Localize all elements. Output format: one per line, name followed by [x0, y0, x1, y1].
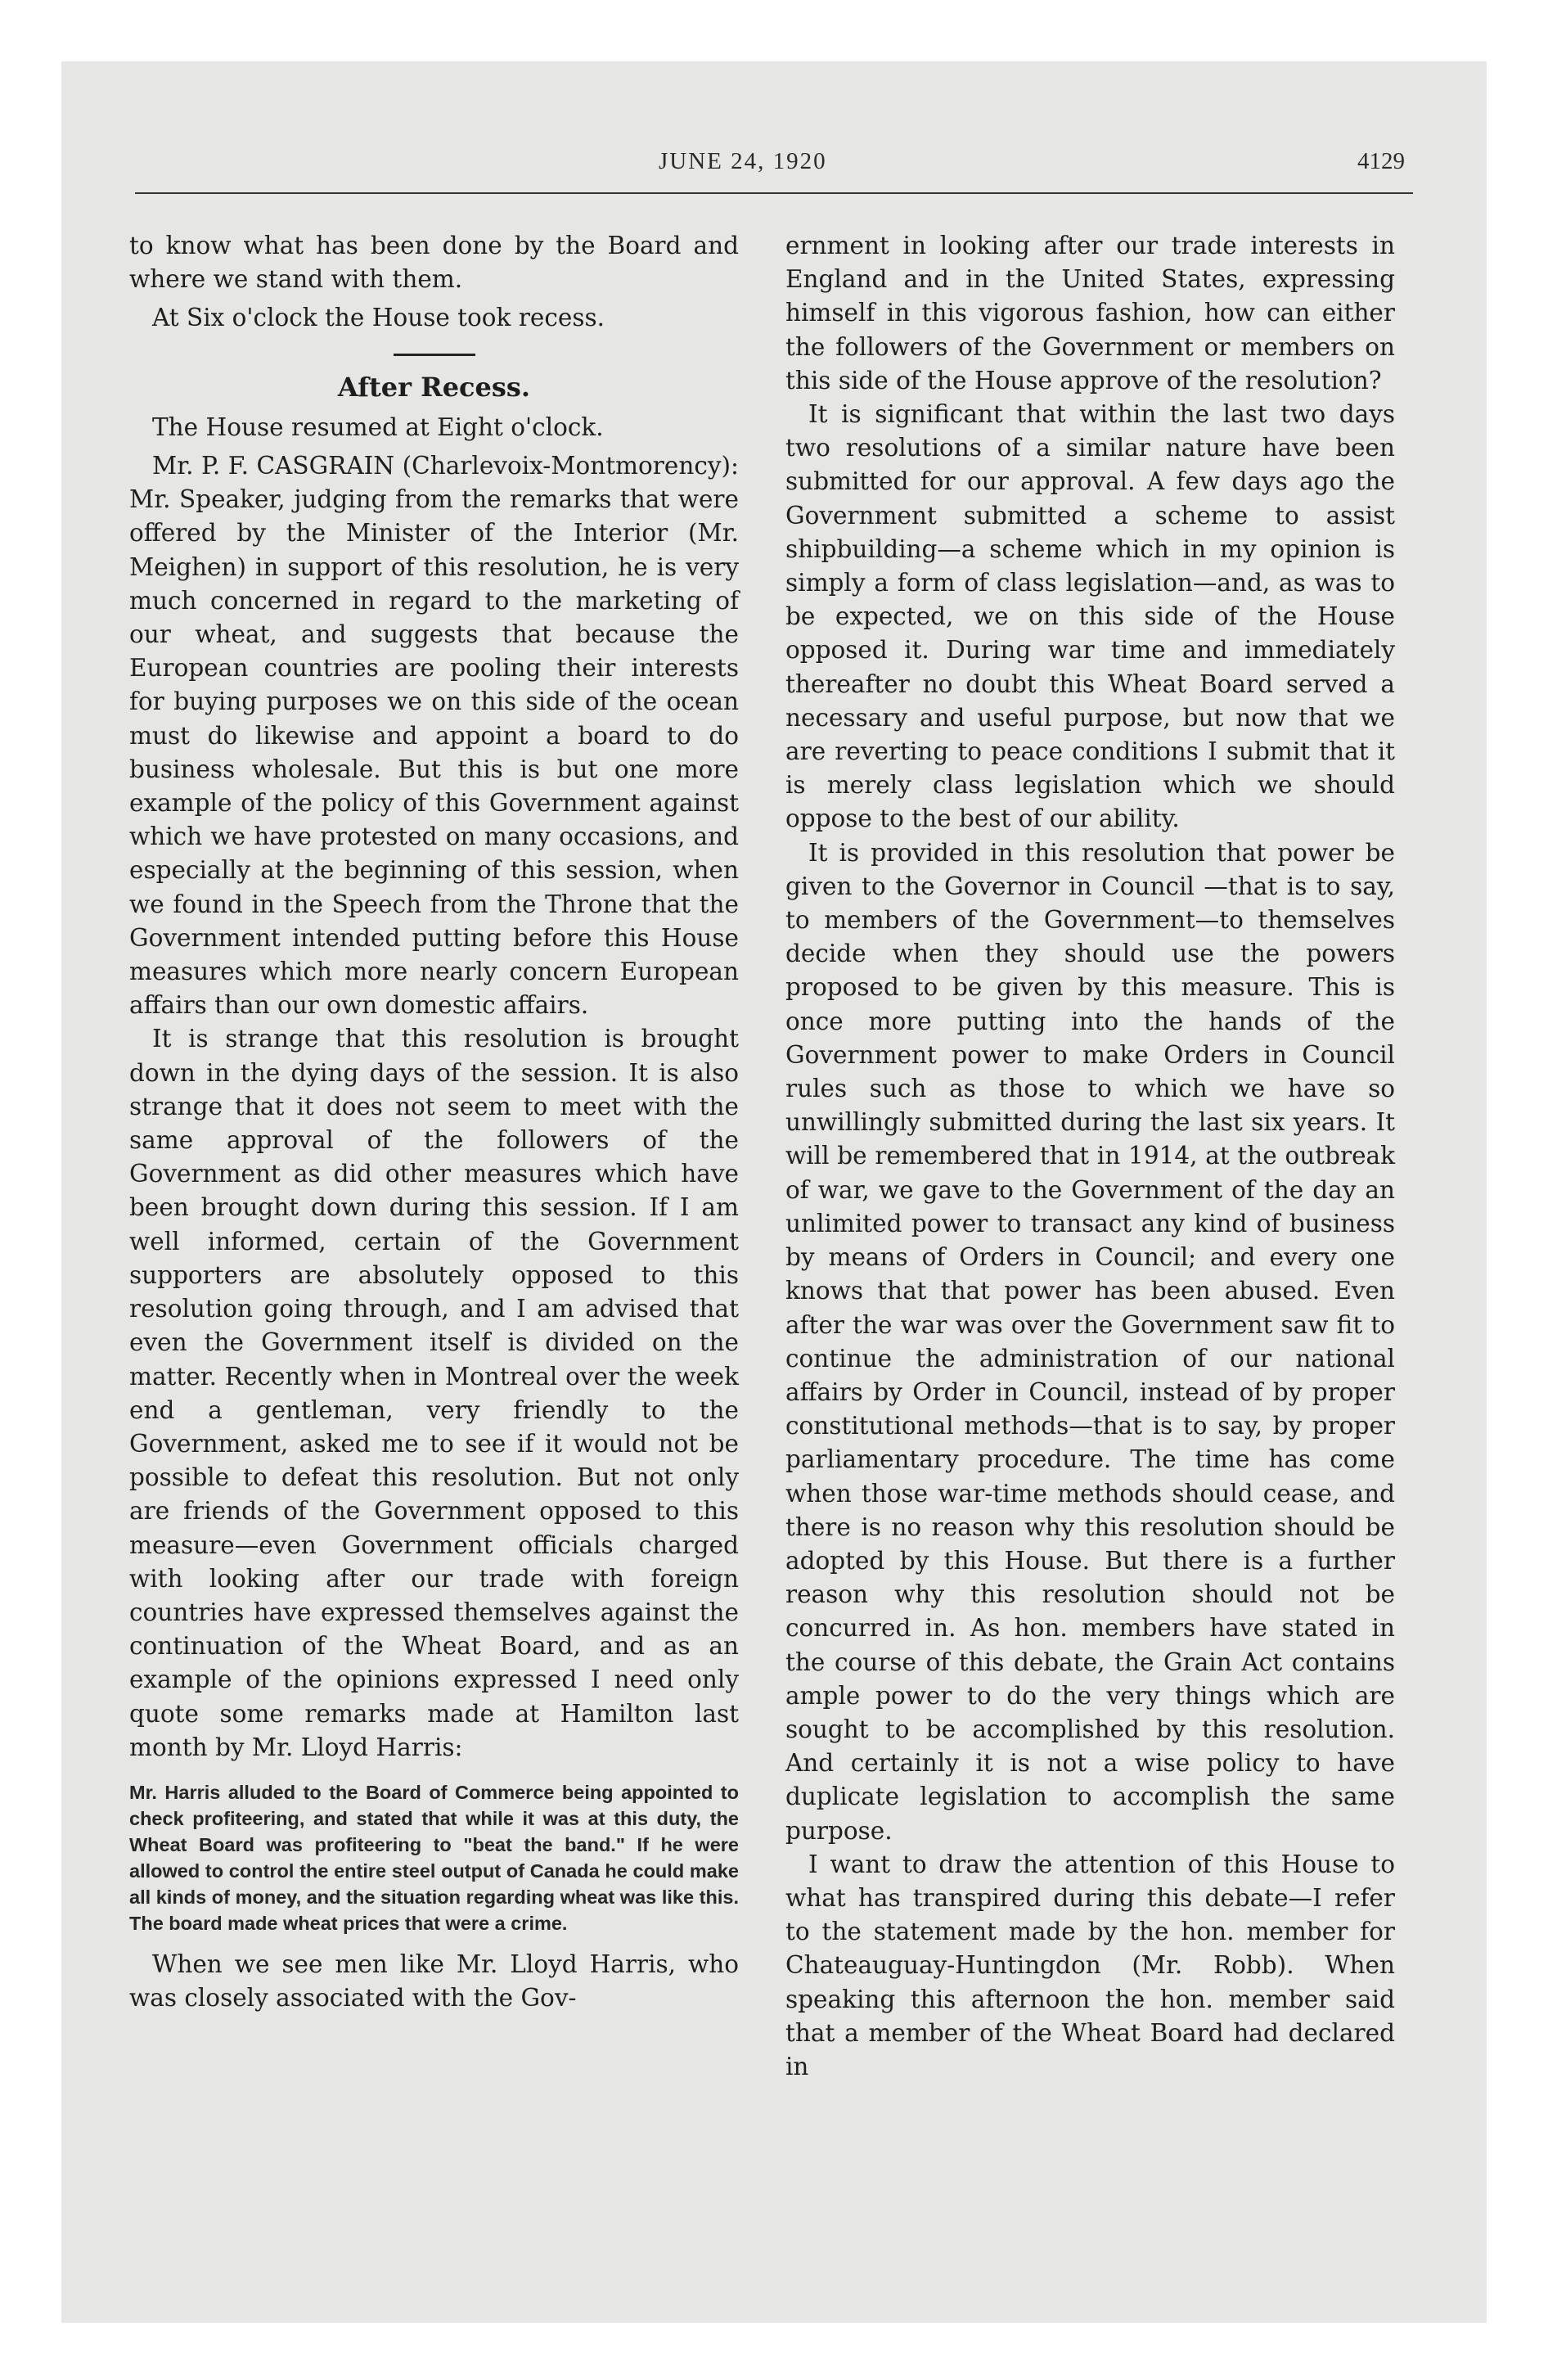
paragraph: It is significant that within the last two days two resolutions of a similar nature have been submitted for our approval. A few days ago the Government submitted a scheme to assist shipbuilding—a scheme which in my opinion is simply a form of class legislation—and, as was to be expected, we on this side of the House opposed it. During war time and immediately thereafter no doubt this Wheat Board served a necessary and useful purpose, but now that we are reverting to peace conditions I submit that it is merely class legislation which we should oppose to the best of our ability.	[785, 400, 1395, 833]
paragraph: It is provided in this resolution that power be given to the Governor in Council —that is to say, to members of the Government—to themselves decide when they should use the powers proposed to be given by this measure. This is once more putting into the hands of the Government power to make Orders in Council rules such as those to which we have so unwillingly submitted during the last six years. It will be remembered that in 1914, at the outbreak of war, we gave to the Government of the day an unlimited power to transact any kind of business by means of Orders in Council; and every one knows that that power has been abused. Even after the war was over the Government saw fit to continue the administration of our national affairs by Order in Council, instead of by proper constitutional methods—that is to say, by proper parliamentary procedure. The time has come when those war-time methods should cease, and there is no reason why this resolution should be adopted by this House. But there is a further reason why this resolution should not be concurred in. As hon. members have stated in the course of this debate, the Grain Act contains ample power to do the very things which are sought to be accomplished by this resolution. And certainly it is not a wise policy to have duplicate legislation to accomplish the same purpose.	[785, 838, 1395, 1845]
header-page-number: 4129	[1357, 148, 1405, 174]
paragraph: to know what has been done by the Board and where we stand with them.	[129, 232, 739, 294]
hansard-page	[61, 61, 1487, 2323]
page-header	[61, 148, 1487, 189]
paragraph: The House resumed at Eight o'clock.	[152, 412, 604, 441]
paragraph: I want to draw the attention of this House to what has transpired during this debate—I refer to the statement made by the hon. member for Chateauguay-Huntingdon (Mr. Robb). When speaking this afternoon the hon. member said that a member of the Wheat Board had declared in	[785, 1850, 1395, 2080]
section-heading: After Recess.	[337, 371, 531, 403]
left-column	[129, 229, 739, 2015]
paragraph: At Six o'clock the House took recess.	[152, 304, 605, 332]
header-rule	[135, 192, 1413, 194]
paragraph: When we see men like Mr. Lloyd Harris, who was closely associated with the Gov-	[129, 1950, 739, 2013]
section-divider	[394, 354, 475, 356]
paragraph: Mr. P. F. CASGRAIN (Charlevoix-Montmorency): Mr. Speaker, judging from the remarks that were offered by the Minister of the Interior (Mr. Meighen) in support of this resolution, he is very much concerned in regard to the marketing of our wheat, and suggests that because the European countries are pooling their interests for buying purposes we on this side of the ocean must do likewise and appoint a board to do business wholesale. But this is but one more example of the policy of this Government against which we have protested on many occasions, and especially at the beginning of this session, when we found in the Speech from the Throne that the Government intended putting before this House measures which more nearly concern European affairs than our own domestic affairs.	[129, 452, 739, 1020]
header-date: JUNE 24, 1920	[659, 148, 827, 174]
paragraph: It is strange that this resolution is brought down in the dying days of the session. It is also strange that it does not seem to meet with the same approval of the followers of the Government as did other measures which have been brought down during this session. If I am well informed, certain of the Government supporters are absolutely opposed to this resolution going through, and I am advised that even the Government itself is divided on the matter. Recently when in Montreal over the week end a gentleman, very friendly to the Government, asked me to see if it would not be possible to defeat this resolution. But not only are friends of the Government opposed to this measure—even Government officials charged with looking after our trade with foreign countries have expressed themselves against the continuation of the Wheat Board, and as an example of the opinions expressed I need only quote some remarks made at Hamilton last month by Mr. Lloyd Harris:	[129, 1025, 739, 1761]
right-column	[785, 229, 1395, 2084]
paragraph: ernment in looking after our trade interests in England and in the United States, expressing himself in this vigorous fashion, how can either the followers of the Government or members on this side of the House approve of the resolution?	[785, 232, 1395, 394]
block-quote: Mr. Harris alluded to the Board of Commerce being appointed to check profiteering, and stated that while it was at this duty, the Wheat Board was profiteering to "beat the band." If he were allowed to control the entire steel output of Canada he could make all kinds of money, and the situation regarding wheat was like this. The board made wheat prices that were a crime.	[129, 1781, 739, 1934]
